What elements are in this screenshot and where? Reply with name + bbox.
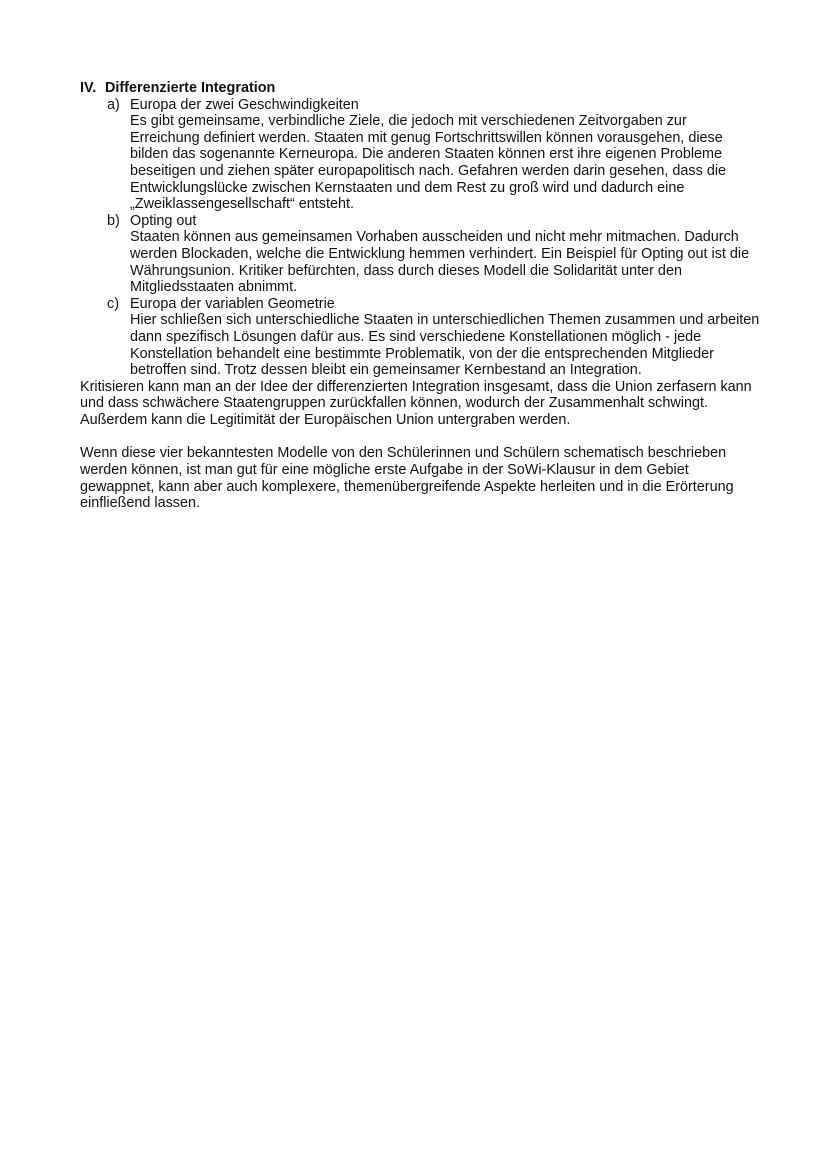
item-letter: a) bbox=[107, 96, 120, 113]
section-number: IV. bbox=[80, 80, 97, 96]
item-title: Opting out bbox=[130, 212, 197, 229]
list-item-c bbox=[107, 296, 760, 379]
item-letter: b) bbox=[107, 212, 120, 229]
item-title: Europa der zwei Geschwindigkeiten bbox=[130, 96, 359, 113]
paragraph-spacer bbox=[80, 428, 760, 445]
item-text: Es gibt gemeinsame, verbindliche Ziele, die jedoch mit verschiedenen Zeitvorgaben zur Erreichung definiert werden. Staaten mit genug Fortschrittswillen können vorausgehen, diese bilden das sogenannte Kerneuropa. Die anderen Staaten können erst ihre eigenen Probleme beseitigen und ziehen später europapolitisch nach. Gefahren werden darin gesehen, dass die Entwicklungslücke zwischen Kernstaaten und dem Rest zu groß wird und dadurch eine „Zweiklassengesellschaft“ entsteht. bbox=[130, 113, 727, 213]
item-text: Staaten können aus gemeinsamen Vorhaben ausscheiden und nicht mehr mitmachen. Dadurch werden Blockaden, welche die Entwicklung hemmen verhindert. Ein Beispiel für Opting out ist die Währungsunion. Kritiker befürchten, dass durch dieses Modell die Solidarität unter den Mitgliedsstaaten abnimmt. bbox=[130, 229, 750, 296]
criticism-paragraph: Kritisieren kann man an der Idee der differenzierten Integration insgesamt, dass die Union zerfasern kann und dass schwächere Staatengruppen zurückfallen können, wodurch der Zusammenhalt schwingt. Außerdem kann die Legitimität der Europäischen Union untergraben werden. bbox=[80, 378, 752, 428]
conclusion-paragraph: Wenn diese vier bekanntesten Modelle von den Schülerinnen und Schülern schematisch beschrieben werden können, ist man gut für eine mögliche erste Aufgabe in der SoWi-Klausur in dem Gebiet gewappnet, kann aber auch komplexere, themenübergreifende Aspekte herleiten und in die Erörterung einfließend lassen. bbox=[80, 445, 734, 512]
list-item-b bbox=[107, 213, 760, 296]
item-body bbox=[130, 296, 760, 379]
section-heading bbox=[80, 80, 760, 97]
section-title: Differenzierte Integration bbox=[105, 80, 276, 96]
list-item-a bbox=[107, 97, 760, 213]
item-text: Hier schließen sich unterschiedliche Staaten in unterschiedlichen Themen zusammen und arbeiten dann spezifisch Lösungen dafür aus. Es sind verschiedene Konstellationen möglich - jede Konstellation behandelt eine bestimmte Problematik, von der die entsprechenden Mitglieder betroffen sind. Trotz dessen bleibt ein gemeinsamer Kernbestand an Integration. bbox=[130, 312, 760, 379]
item-letter: c) bbox=[107, 295, 119, 312]
item-body bbox=[130, 213, 760, 296]
item-body bbox=[130, 97, 760, 213]
item-title: Europa der variablen Geometrie bbox=[130, 295, 335, 312]
document-page bbox=[80, 80, 760, 512]
